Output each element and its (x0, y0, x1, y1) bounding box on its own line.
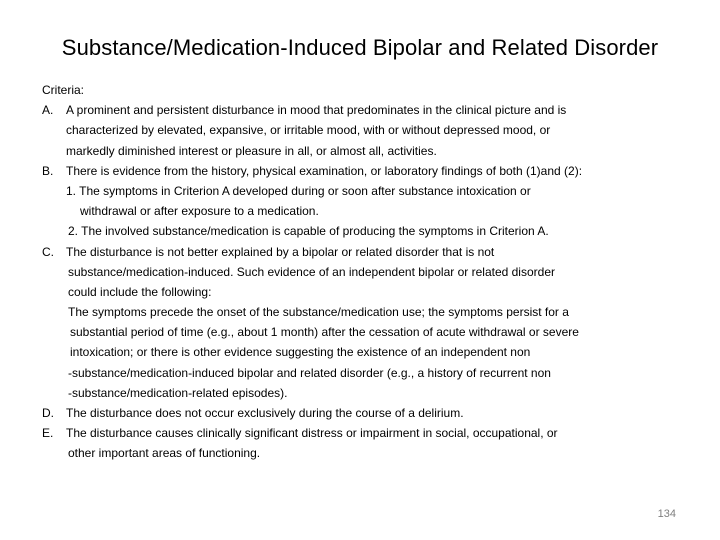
criterion-c-detail-line-1: The symptoms precede the onset of the substance/medication use; the symptoms persist for a (68, 305, 569, 320)
criterion-b-text-1: There is evidence from the history, physical examination, or laboratory findings of both (1)and (2): (66, 163, 583, 178)
criterion-c-marker: C. (42, 244, 54, 259)
criterion-c-detail-line-5: -substance/medication-related episodes). (68, 385, 288, 400)
criterion-c-line-2: substance/medication-induced. Such evidence of an independent bipolar or related disorder (68, 264, 555, 279)
criterion-e-line-1 (42, 423, 692, 443)
criterion-b-sub1-line-2: withdrawal or after exposure to a medication. (80, 204, 319, 219)
criterion-a-line-3: markedly diminished interest or pleasure in all, or almost all, activities. (66, 143, 437, 158)
criterion-b-line-1 (42, 161, 692, 181)
criterion-c-text-1: The disturbance is not better explained by a bipolar or related disorder that is not (66, 244, 495, 259)
criterion-d-marker: D. (42, 406, 54, 420)
page-number: 134 (657, 508, 676, 520)
criterion-b-marker: B. (42, 163, 54, 178)
criterion-b-sub2-line-1: 2. The involved substance/medication is capable of producing the symptoms in Criterion A. (68, 224, 549, 239)
criterion-c-detail-line-2: substantial period of time (e.g., about 1 month) after the cessation of acute withdrawal or severe (70, 325, 579, 340)
criterion-c-line-1 (42, 242, 692, 262)
criterion-e-line-2: other important areas of functioning. (68, 446, 261, 461)
criterion-d-text-1: The disturbance does not occur exclusively during the course of a delirium. (66, 406, 464, 420)
criteria-body (42, 80, 692, 464)
criteria-heading: Criteria: (42, 83, 85, 97)
criterion-d-line-1 (42, 403, 692, 423)
criterion-a-line-1 (42, 100, 692, 120)
criterion-a-line-2: characterized by elevated, expansive, or irritable mood, with or without depressed mood, or (66, 123, 551, 138)
criterion-c-line-3: could include the following: (68, 284, 212, 299)
criterion-a-text-1: A prominent and persistent disturbance in mood that predominates in the clinical picture and is (66, 103, 567, 118)
criterion-c-detail-line-3: intoxication; or there is other evidence suggesting the existence of an independent non (70, 345, 531, 360)
criterion-e-text-1: The disturbance causes clinically significant distress or impairment in social, occupational, or (66, 426, 558, 441)
criterion-a-marker: A. (42, 103, 54, 118)
criterion-c-detail-line-4: -substance/medication-induced bipolar and related disorder (e.g., a history of recurrent non (68, 365, 551, 380)
criterion-b-sub1-line-1: 1. The symptoms in Criterion A developed during or soon after substance intoxication or (66, 183, 531, 198)
slide-title: Substance/Medication-Induced Bipolar and Related Disorder (61, 35, 659, 60)
criterion-e-marker: E. (42, 426, 54, 441)
